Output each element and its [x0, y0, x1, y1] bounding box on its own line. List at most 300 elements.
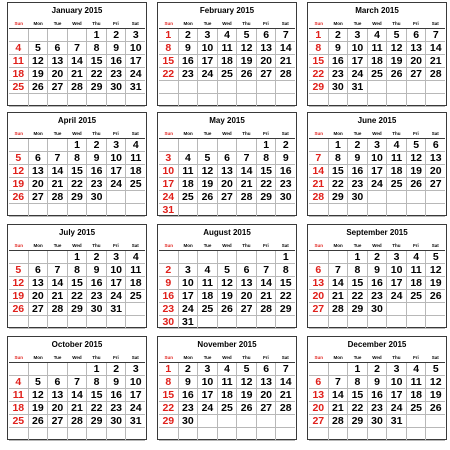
- day-cell[interactable]: 6: [309, 376, 329, 388]
- day-cell[interactable]: 13: [309, 389, 329, 401]
- day-cell[interactable]: 24: [198, 402, 218, 414]
- day-cell[interactable]: 14: [279, 42, 292, 54]
- day-cell[interactable]: 23: [179, 68, 199, 80]
- day-cell[interactable]: 11: [9, 55, 29, 67]
- day-cell[interactable]: 15: [159, 55, 179, 67]
- day-cell[interactable]: 26: [407, 178, 427, 190]
- day-cell[interactable]: 8: [159, 42, 179, 54]
- day-cell[interactable]: 20: [29, 290, 49, 302]
- day-cell[interactable]: 25: [387, 178, 407, 190]
- day-cell[interactable]: 6: [48, 376, 68, 388]
- day-cell[interactable]: 20: [29, 178, 49, 190]
- day-cell[interactable]: 13: [48, 389, 68, 401]
- day-cell[interactable]: 2: [159, 264, 179, 276]
- day-cell[interactable]: 25: [9, 415, 29, 427]
- day-cell[interactable]: 22: [159, 68, 179, 80]
- day-cell[interactable]: 18: [9, 68, 29, 80]
- day-cell[interactable]: 27: [48, 415, 68, 427]
- day-cell[interactable]: 16: [368, 389, 388, 401]
- day-cell[interactable]: 1: [159, 363, 179, 375]
- day-cell[interactable]: 13: [29, 165, 49, 177]
- day-cell[interactable]: 31: [107, 303, 127, 315]
- day-cell[interactable]: 16: [179, 55, 199, 67]
- day-cell[interactable]: 28: [309, 191, 329, 203]
- day-cell[interactable]: 17: [107, 165, 127, 177]
- day-cell[interactable]: 5: [29, 42, 49, 54]
- day-cell[interactable]: 12: [9, 165, 29, 177]
- day-cell[interactable]: 30: [107, 81, 127, 93]
- day-cell[interactable]: 2: [329, 29, 349, 41]
- day-cell[interactable]: 27: [429, 178, 442, 190]
- day-cell[interactable]: 25: [368, 68, 388, 80]
- day-cell[interactable]: 25: [198, 303, 218, 315]
- day-cell[interactable]: 7: [48, 152, 68, 164]
- day-cell[interactable]: 2: [368, 363, 388, 375]
- day-cell[interactable]: 27: [29, 191, 49, 203]
- day-cell[interactable]: 20: [257, 55, 277, 67]
- day-cell[interactable]: 3: [387, 251, 407, 263]
- day-cell[interactable]: 29: [329, 191, 349, 203]
- day-cell[interactable]: 14: [48, 277, 68, 289]
- day-cell[interactable]: 5: [218, 264, 238, 276]
- day-cell[interactable]: 23: [107, 68, 127, 80]
- day-cell[interactable]: 21: [279, 55, 292, 67]
- day-cell[interactable]: 31: [387, 415, 407, 427]
- day-cell[interactable]: 14: [68, 55, 88, 67]
- day-cell[interactable]: 2: [282, 139, 289, 151]
- day-cell[interactable]: 24: [107, 178, 127, 190]
- day-cell[interactable]: 22: [348, 290, 368, 302]
- day-cell[interactable]: 17: [159, 178, 179, 190]
- day-cell[interactable]: 25: [407, 290, 427, 302]
- day-cell[interactable]: 24: [348, 68, 368, 80]
- day-cell[interactable]: 14: [48, 165, 68, 177]
- day-cell[interactable]: 28: [68, 415, 88, 427]
- day-cell[interactable]: 18: [129, 277, 142, 289]
- day-cell[interactable]: 10: [387, 264, 407, 276]
- day-cell[interactable]: 13: [257, 376, 277, 388]
- day-cell[interactable]: 21: [429, 55, 442, 67]
- day-cell[interactable]: 30: [329, 81, 349, 93]
- day-cell[interactable]: 1: [68, 139, 88, 151]
- day-cell[interactable]: 19: [237, 389, 257, 401]
- day-cell[interactable]: 22: [348, 402, 368, 414]
- day-cell[interactable]: 27: [29, 303, 49, 315]
- day-cell[interactable]: 15: [87, 55, 107, 67]
- day-cell[interactable]: 16: [279, 165, 292, 177]
- day-cell[interactable]: 3: [107, 251, 127, 263]
- day-cell[interactable]: 1: [87, 29, 107, 41]
- day-cell[interactable]: 5: [29, 376, 49, 388]
- day-cell[interactable]: 18: [198, 290, 218, 302]
- day-cell[interactable]: 23: [87, 290, 107, 302]
- day-cell[interactable]: 26: [429, 402, 442, 414]
- day-cell[interactable]: 18: [218, 389, 238, 401]
- day-cell[interactable]: 17: [198, 389, 218, 401]
- day-cell[interactable]: 19: [407, 165, 427, 177]
- day-cell[interactable]: 23: [179, 402, 199, 414]
- day-cell[interactable]: 26: [9, 303, 29, 315]
- day-cell[interactable]: 4: [218, 363, 238, 375]
- day-cell[interactable]: 2: [87, 139, 107, 151]
- day-cell[interactable]: 26: [9, 191, 29, 203]
- day-cell[interactable]: 5: [387, 29, 407, 41]
- day-cell[interactable]: 17: [129, 389, 142, 401]
- day-cell[interactable]: 15: [309, 55, 329, 67]
- day-cell[interactable]: 27: [257, 68, 277, 80]
- day-cell[interactable]: 9: [368, 376, 388, 388]
- day-cell[interactable]: 29: [348, 415, 368, 427]
- day-cell[interactable]: 5: [237, 363, 257, 375]
- day-cell[interactable]: 20: [309, 290, 329, 302]
- day-cell[interactable]: 10: [368, 152, 388, 164]
- day-cell[interactable]: 31: [179, 316, 199, 328]
- day-cell[interactable]: 28: [257, 303, 277, 315]
- day-cell[interactable]: 14: [429, 42, 442, 54]
- day-cell[interactable]: 28: [48, 303, 68, 315]
- day-cell[interactable]: 29: [159, 415, 179, 427]
- day-cell[interactable]: 24: [129, 68, 142, 80]
- day-cell[interactable]: 4: [407, 251, 427, 263]
- day-cell[interactable]: 1: [68, 251, 88, 263]
- day-cell[interactable]: 8: [68, 264, 88, 276]
- day-cell[interactable]: 9: [87, 152, 107, 164]
- day-cell[interactable]: 10: [129, 376, 142, 388]
- day-cell[interactable]: 20: [257, 389, 277, 401]
- day-cell[interactable]: 16: [159, 290, 179, 302]
- day-cell[interactable]: 1: [309, 29, 329, 41]
- day-cell[interactable]: 4: [179, 152, 199, 164]
- day-cell[interactable]: 12: [407, 152, 427, 164]
- day-cell[interactable]: 1: [257, 139, 277, 151]
- day-cell[interactable]: 14: [279, 376, 292, 388]
- day-cell[interactable]: 8: [68, 152, 88, 164]
- day-cell[interactable]: 7: [309, 152, 329, 164]
- day-cell[interactable]: 4: [198, 264, 218, 276]
- day-cell[interactable]: 18: [218, 55, 238, 67]
- day-cell[interactable]: 19: [237, 55, 257, 67]
- day-cell[interactable]: 26: [198, 191, 218, 203]
- day-cell[interactable]: 30: [368, 303, 388, 315]
- day-cell[interactable]: 6: [257, 363, 277, 375]
- day-cell[interactable]: 15: [68, 165, 88, 177]
- day-cell[interactable]: 10: [107, 152, 127, 164]
- day-cell[interactable]: 1: [159, 29, 179, 41]
- day-cell[interactable]: 5: [9, 264, 29, 276]
- day-cell[interactable]: 16: [329, 55, 349, 67]
- day-cell[interactable]: 20: [48, 402, 68, 414]
- day-cell[interactable]: 1: [348, 363, 368, 375]
- day-cell[interactable]: 28: [279, 68, 292, 80]
- day-cell[interactable]: 21: [257, 290, 277, 302]
- day-cell[interactable]: 13: [29, 277, 49, 289]
- day-cell[interactable]: 11: [218, 376, 238, 388]
- day-cell[interactable]: 2: [87, 251, 107, 263]
- day-cell[interactable]: 13: [48, 55, 68, 67]
- day-cell[interactable]: 6: [407, 29, 427, 41]
- day-cell[interactable]: 19: [29, 68, 49, 80]
- day-cell[interactable]: 3: [179, 264, 199, 276]
- day-cell[interactable]: 6: [309, 264, 329, 276]
- day-cell[interactable]: 5: [407, 139, 427, 151]
- day-cell[interactable]: 16: [107, 389, 127, 401]
- day-cell[interactable]: 8: [329, 152, 349, 164]
- day-cell[interactable]: 23: [279, 178, 292, 190]
- day-cell[interactable]: 25: [218, 68, 238, 80]
- day-cell[interactable]: 26: [29, 81, 49, 93]
- day-cell[interactable]: 8: [87, 376, 107, 388]
- day-cell[interactable]: 22: [309, 68, 329, 80]
- day-cell[interactable]: 21: [68, 402, 88, 414]
- day-cell[interactable]: 23: [329, 68, 349, 80]
- day-cell[interactable]: 7: [68, 42, 88, 54]
- day-cell[interactable]: 12: [237, 376, 257, 388]
- day-cell[interactable]: 7: [68, 376, 88, 388]
- day-cell[interactable]: 28: [329, 303, 349, 315]
- day-cell[interactable]: 25: [9, 81, 29, 93]
- day-cell[interactable]: 7: [282, 29, 289, 41]
- day-cell[interactable]: 20: [48, 68, 68, 80]
- day-cell[interactable]: 17: [387, 277, 407, 289]
- day-cell[interactable]: 4: [387, 139, 407, 151]
- day-cell[interactable]: 29: [68, 191, 88, 203]
- day-cell[interactable]: 24: [129, 402, 142, 414]
- day-cell[interactable]: 30: [348, 191, 368, 203]
- day-cell[interactable]: 12: [218, 277, 238, 289]
- day-cell[interactable]: 9: [107, 42, 127, 54]
- day-cell[interactable]: 12: [387, 42, 407, 54]
- day-cell[interactable]: 9: [179, 42, 199, 54]
- day-cell[interactable]: 14: [237, 165, 257, 177]
- day-cell[interactable]: 21: [329, 290, 349, 302]
- day-cell[interactable]: 20: [218, 178, 238, 190]
- day-cell[interactable]: 17: [387, 389, 407, 401]
- day-cell[interactable]: 2: [179, 363, 199, 375]
- day-cell[interactable]: 13: [218, 165, 238, 177]
- day-cell[interactable]: 26: [218, 303, 238, 315]
- day-cell[interactable]: 24: [159, 191, 179, 203]
- day-cell[interactable]: 10: [348, 42, 368, 54]
- day-cell[interactable]: 9: [87, 264, 107, 276]
- day-cell[interactable]: 14: [329, 277, 349, 289]
- day-cell[interactable]: 7: [432, 29, 439, 41]
- day-cell[interactable]: 31: [159, 204, 179, 216]
- day-cell[interactable]: 3: [159, 152, 179, 164]
- day-cell[interactable]: 1: [329, 139, 349, 151]
- day-cell[interactable]: 11: [218, 42, 238, 54]
- day-cell[interactable]: 22: [87, 402, 107, 414]
- day-cell[interactable]: 22: [279, 290, 292, 302]
- day-cell[interactable]: 11: [368, 42, 388, 54]
- day-cell[interactable]: 11: [130, 264, 142, 276]
- day-cell[interactable]: 8: [282, 264, 289, 276]
- day-cell[interactable]: 17: [107, 277, 127, 289]
- day-cell[interactable]: 11: [9, 389, 29, 401]
- day-cell[interactable]: 6: [218, 152, 238, 164]
- day-cell[interactable]: 9: [348, 152, 368, 164]
- day-cell[interactable]: 3: [198, 29, 218, 41]
- day-cell[interactable]: 18: [407, 389, 427, 401]
- day-cell[interactable]: 19: [29, 402, 49, 414]
- day-cell[interactable]: 28: [429, 68, 442, 80]
- day-cell[interactable]: 29: [87, 415, 107, 427]
- day-cell[interactable]: 25: [129, 290, 142, 302]
- day-cell[interactable]: 12: [429, 264, 442, 276]
- day-cell[interactable]: 18: [368, 55, 388, 67]
- day-cell[interactable]: 11: [407, 376, 427, 388]
- day-cell[interactable]: 6: [48, 42, 68, 54]
- day-cell[interactable]: 16: [107, 55, 127, 67]
- day-cell[interactable]: 24: [179, 303, 199, 315]
- day-cell[interactable]: 29: [257, 191, 277, 203]
- day-cell[interactable]: 18: [387, 165, 407, 177]
- day-cell[interactable]: 10: [179, 277, 199, 289]
- day-cell[interactable]: 10: [129, 42, 142, 54]
- day-cell[interactable]: 21: [48, 290, 68, 302]
- day-cell[interactable]: 19: [387, 55, 407, 67]
- day-cell[interactable]: 29: [87, 81, 107, 93]
- day-cell[interactable]: 21: [68, 68, 88, 80]
- day-cell[interactable]: 14: [329, 389, 349, 401]
- day-cell[interactable]: 2: [179, 29, 199, 41]
- day-cell[interactable]: 3: [132, 363, 139, 375]
- day-cell[interactable]: 26: [387, 68, 407, 80]
- day-cell[interactable]: 26: [237, 402, 257, 414]
- day-cell[interactable]: 4: [132, 139, 139, 151]
- day-cell[interactable]: 6: [29, 264, 49, 276]
- day-cell[interactable]: 30: [179, 415, 199, 427]
- day-cell[interactable]: 19: [218, 290, 238, 302]
- day-cell[interactable]: 17: [198, 55, 218, 67]
- day-cell[interactable]: 27: [309, 303, 329, 315]
- day-cell[interactable]: 21: [329, 402, 349, 414]
- day-cell[interactable]: 10: [198, 42, 218, 54]
- day-cell[interactable]: 1: [87, 363, 107, 375]
- day-cell[interactable]: 8: [87, 42, 107, 54]
- day-cell[interactable]: 9: [368, 264, 388, 276]
- day-cell[interactable]: 15: [159, 389, 179, 401]
- day-cell[interactable]: 30: [279, 191, 292, 203]
- day-cell[interactable]: 24: [387, 402, 407, 414]
- day-cell[interactable]: 20: [309, 402, 329, 414]
- day-cell[interactable]: 2: [107, 363, 127, 375]
- day-cell[interactable]: 20: [407, 55, 427, 67]
- day-cell[interactable]: 5: [432, 363, 439, 375]
- day-cell[interactable]: 25: [129, 178, 142, 190]
- day-cell[interactable]: 22: [87, 68, 107, 80]
- day-cell[interactable]: 4: [132, 251, 139, 263]
- day-cell[interactable]: 12: [198, 165, 218, 177]
- day-cell[interactable]: 12: [29, 55, 49, 67]
- day-cell[interactable]: 21: [48, 178, 68, 190]
- day-cell[interactable]: 15: [279, 277, 292, 289]
- day-cell[interactable]: 19: [9, 178, 29, 190]
- day-cell[interactable]: 20: [237, 290, 257, 302]
- day-cell[interactable]: 28: [48, 191, 68, 203]
- day-cell[interactable]: 11: [198, 277, 218, 289]
- day-cell[interactable]: 15: [329, 165, 349, 177]
- day-cell[interactable]: 30: [159, 316, 179, 328]
- day-cell[interactable]: 30: [368, 415, 388, 427]
- day-cell[interactable]: 9: [107, 376, 127, 388]
- day-cell[interactable]: 4: [9, 376, 29, 388]
- day-cell[interactable]: 23: [348, 178, 368, 190]
- day-cell[interactable]: 31: [129, 415, 142, 427]
- day-cell[interactable]: 11: [387, 152, 407, 164]
- day-cell[interactable]: 2: [368, 251, 388, 263]
- day-cell[interactable]: 18: [9, 402, 29, 414]
- day-cell[interactable]: 19: [429, 389, 442, 401]
- day-cell[interactable]: 27: [237, 303, 257, 315]
- day-cell[interactable]: 21: [237, 178, 257, 190]
- day-cell[interactable]: 19: [429, 277, 442, 289]
- day-cell[interactable]: 15: [257, 165, 277, 177]
- day-cell[interactable]: 16: [87, 277, 107, 289]
- day-cell[interactable]: 13: [407, 42, 427, 54]
- day-cell[interactable]: 1: [348, 251, 368, 263]
- day-cell[interactable]: 15: [348, 277, 368, 289]
- day-cell[interactable]: 22: [68, 290, 88, 302]
- day-cell[interactable]: 14: [257, 277, 277, 289]
- day-cell[interactable]: 18: [407, 277, 427, 289]
- day-cell[interactable]: 16: [348, 165, 368, 177]
- day-cell[interactable]: 3: [107, 139, 127, 151]
- day-cell[interactable]: 2: [107, 29, 127, 41]
- day-cell[interactable]: 13: [257, 42, 277, 54]
- day-cell[interactable]: 8: [309, 42, 329, 54]
- day-cell[interactable]: 30: [107, 415, 127, 427]
- day-cell[interactable]: 29: [279, 303, 292, 315]
- day-cell[interactable]: 13: [309, 277, 329, 289]
- day-cell[interactable]: 13: [429, 152, 442, 164]
- day-cell[interactable]: 12: [237, 42, 257, 54]
- day-cell[interactable]: 29: [348, 303, 368, 315]
- day-cell[interactable]: 14: [68, 389, 88, 401]
- day-cell[interactable]: 31: [348, 81, 368, 93]
- day-cell[interactable]: 9: [159, 277, 179, 289]
- day-cell[interactable]: 4: [368, 29, 388, 41]
- day-cell[interactable]: 3: [387, 363, 407, 375]
- day-cell[interactable]: 25: [179, 191, 199, 203]
- day-cell[interactable]: 26: [237, 68, 257, 80]
- day-cell[interactable]: 3: [348, 29, 368, 41]
- day-cell[interactable]: 24: [198, 68, 218, 80]
- day-cell[interactable]: 9: [179, 376, 199, 388]
- day-cell[interactable]: 8: [257, 152, 277, 164]
- day-cell[interactable]: 6: [29, 152, 49, 164]
- day-cell[interactable]: 4: [9, 42, 29, 54]
- day-cell[interactable]: 28: [237, 191, 257, 203]
- day-cell[interactable]: 24: [387, 290, 407, 302]
- day-cell[interactable]: 28: [68, 81, 88, 93]
- day-cell[interactable]: 23: [87, 178, 107, 190]
- day-cell[interactable]: 30: [87, 191, 107, 203]
- day-cell[interactable]: 2: [348, 139, 368, 151]
- day-cell[interactable]: 22: [159, 402, 179, 414]
- day-cell[interactable]: 27: [407, 68, 427, 80]
- day-cell[interactable]: 10: [387, 376, 407, 388]
- day-cell[interactable]: 13: [237, 277, 257, 289]
- day-cell[interactable]: 28: [329, 415, 349, 427]
- day-cell[interactable]: 24: [368, 178, 388, 190]
- day-cell[interactable]: 11: [407, 264, 427, 276]
- day-cell[interactable]: 3: [368, 139, 388, 151]
- day-cell[interactable]: 12: [429, 376, 442, 388]
- day-cell[interactable]: 21: [309, 178, 329, 190]
- day-cell[interactable]: 7: [257, 264, 277, 276]
- day-cell[interactable]: 3: [198, 363, 218, 375]
- day-cell[interactable]: 16: [179, 389, 199, 401]
